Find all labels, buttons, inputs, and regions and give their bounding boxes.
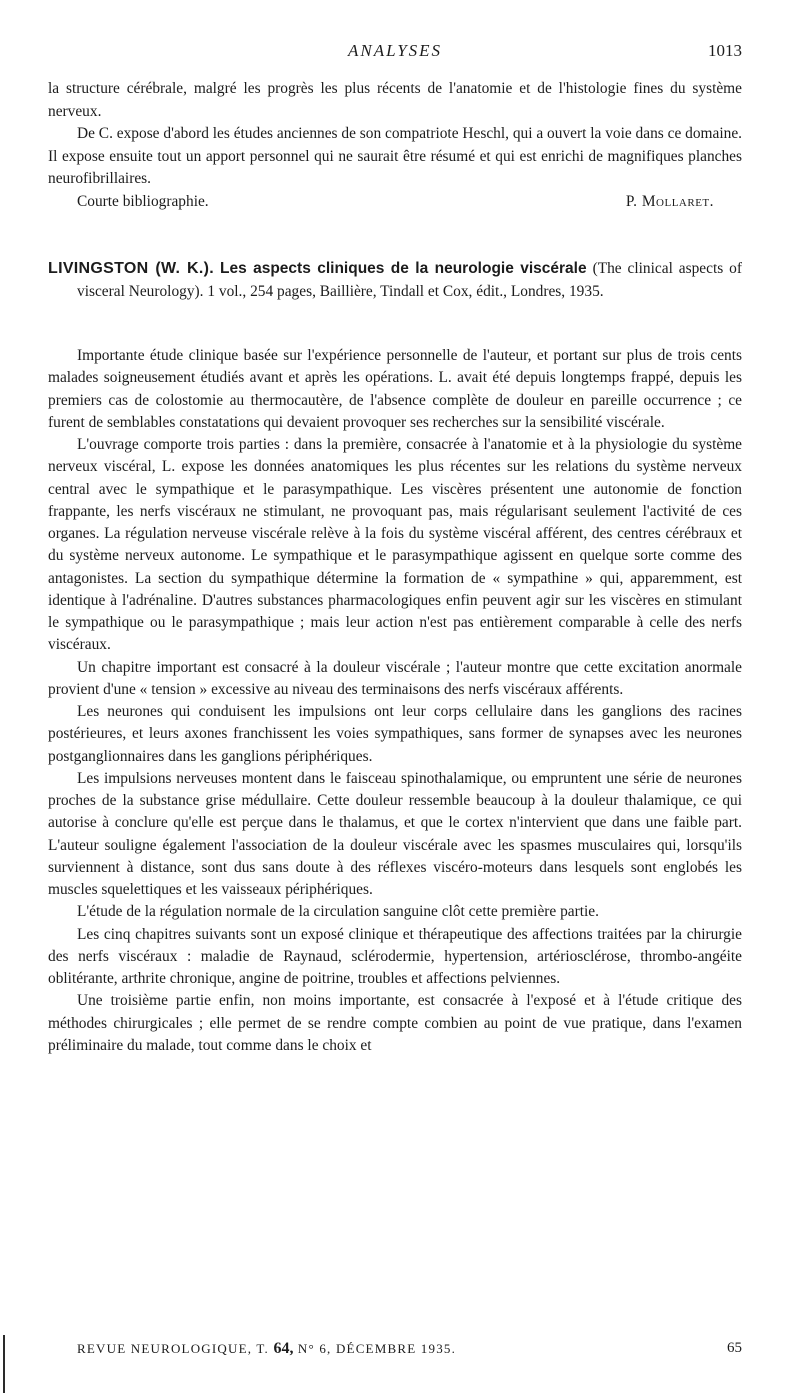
review-paragraph: Une troisième partie enfin, non moins importante, est consacrée à l'exposé et à l'étude critique des méthodes chirurgicales ; elle permet de se rendre compte combien au point de vue pratique, dans l'examen préliminaire du malade, tout comme dans le choix et [48, 992, 742, 1054]
reviewer-signature: P. Mollaret. [625, 192, 714, 210]
review-paragraph: Les impulsions nerveuses montent dans le faisceau spinothalamique, ou empruntent une série de neurones proches de la substance grise médullaire. Cette douleur ressemble beaucoup à la douleur thalamique, ce qui autorise à conclure qu'elle est perçue dans le thalamus, et que le cortex n'intervient que dans une faible part. L'auteur souligne également l'association de la douleur viscérale avec les spasmes musculaires qui, lorsqu'ils surviennent à distance, sont dus sans doute à des réflexes viscéro-moteurs dans lesquels sont englobés les muscles squelettiques et les vaisseaux périphériques. [48, 769, 742, 898]
review-entry [48, 257, 742, 303]
journal-name: REVUE NEUROLOGIQUE, T. [77, 1341, 270, 1356]
review-heading [48, 257, 742, 303]
bibliography-signature-line [48, 191, 742, 214]
review-paragraph: Les neurones qui conduisent les impulsions ont leur corps cellulaire dans les ganglions des racines postérieures, et leurs axones franchissent les voies sympathiques, sans former de synapses avec les neurones postganglionnaires dans les ganglions périphériques. [48, 703, 742, 765]
intro-paragraph: la structure cérébrale, malgré les progrès les plus récents de l'anatomie et de l'histologie fines du système nerveux. [48, 80, 742, 120]
journal-reference [77, 1340, 456, 1358]
running-head [48, 41, 742, 65]
review-paragraph: Importante étude clinique basée sur l'expérience personnelle de l'auteur, et portant sur plus de trois cents malades soigneusement étudiés avant et après les opérations. L. avait été depuis longtemps frappé, depuis les premiers cas de colostomie au thermocautère, de l'absence complète de douleur en pareille occurrence ; ce furent de semblables constatations qui devaient provoquer ses recherches sur la sensibilité viscérale. [48, 347, 742, 431]
review-book-title: Les aspects cliniques de la neurologie viscérale [219, 260, 587, 277]
previous-review-ending [48, 78, 742, 213]
review-paragraph: Les cinq chapitres suivants sont un exposé clinique et thérapeutique des affections traitées par la chirurgie des nerfs viscéraux : maladie de Raynaud, sclérodermie, hypertension, artériosclérose, thrombo-angéite oblitérante, arthrite chronique, angine de poitrine, troubles et affections pelviennes. [48, 925, 742, 987]
page-number: 1013 [708, 41, 742, 60]
scan-edge-line [3, 1335, 5, 1393]
review-body [48, 345, 742, 1057]
review-paragraph: L'étude de la régulation normale de la circulation sanguine clôt cette première partie. [77, 903, 599, 921]
page-footer [48, 1340, 742, 1362]
intro-paragraph: De C. expose d'abord les études anciennes de son compatriote Heschl, qui a ouvert la voie dans ce domaine. Il expose ensuite tout un apport personnel qui ne saurait être résumé et qui est enrichi de magnifiques planches neurofibrillaires. [48, 125, 742, 187]
running-title: ANALYSES [347, 41, 443, 60]
journal-volume: 64, [273, 1340, 294, 1357]
bibliography-note: Courte bibliographie. [77, 192, 209, 210]
sheet-number: 65 [727, 1340, 742, 1356]
review-author: LIVINGSTON (W. K.). [48, 260, 215, 277]
journal-issue: N° 6, DÉCEMBRE 1935. [297, 1341, 457, 1356]
review-paragraph: L'ouvrage comporte trois parties : dans la première, consacrée à l'anatomie et à la physiologie du système nerveux viscéral, L. expose les données anatomiques les plus récentes sur les relations du système nerveux central avec le sympathique et le parasympathique. Les viscères présentent une autonomie de fonction frappante, les nerfs viscéraux ne stimulant, ne provoquant pas, mais régularisant seulement l'activité de ces organes. La régulation nerveuse viscérale relève à la fois du système viscéral afférent, des centres cérébraux et du système nerveux autonome. Le sympathique et le parasympathique agissent en quelque sorte comme des antagonistes. La section du sympathique détermine la formation de « sympathine » qui, apparemment, est identique à l'adrénaline. D'autres substances pharmacologiques enfin peuvent agir sur les viscères en stimulant le sympathique ou le parasympathique ; mais leur action n'est pas entièrement comparable à celle des nerfs viscéraux. [48, 436, 742, 654]
review-publication: (The clinical aspects of visceral Neurology). 1 vol., 254 pages, Baillière, Tindall et Cox, édit., Londres, 1935. [77, 260, 742, 300]
review-paragraph: Un chapitre important est consacré à la douleur viscérale ; l'auteur montre que cette excitation anormale provient d'une « tension » excessive au niveau des terminaisons des nerfs viscéraux afférents. [48, 658, 742, 698]
